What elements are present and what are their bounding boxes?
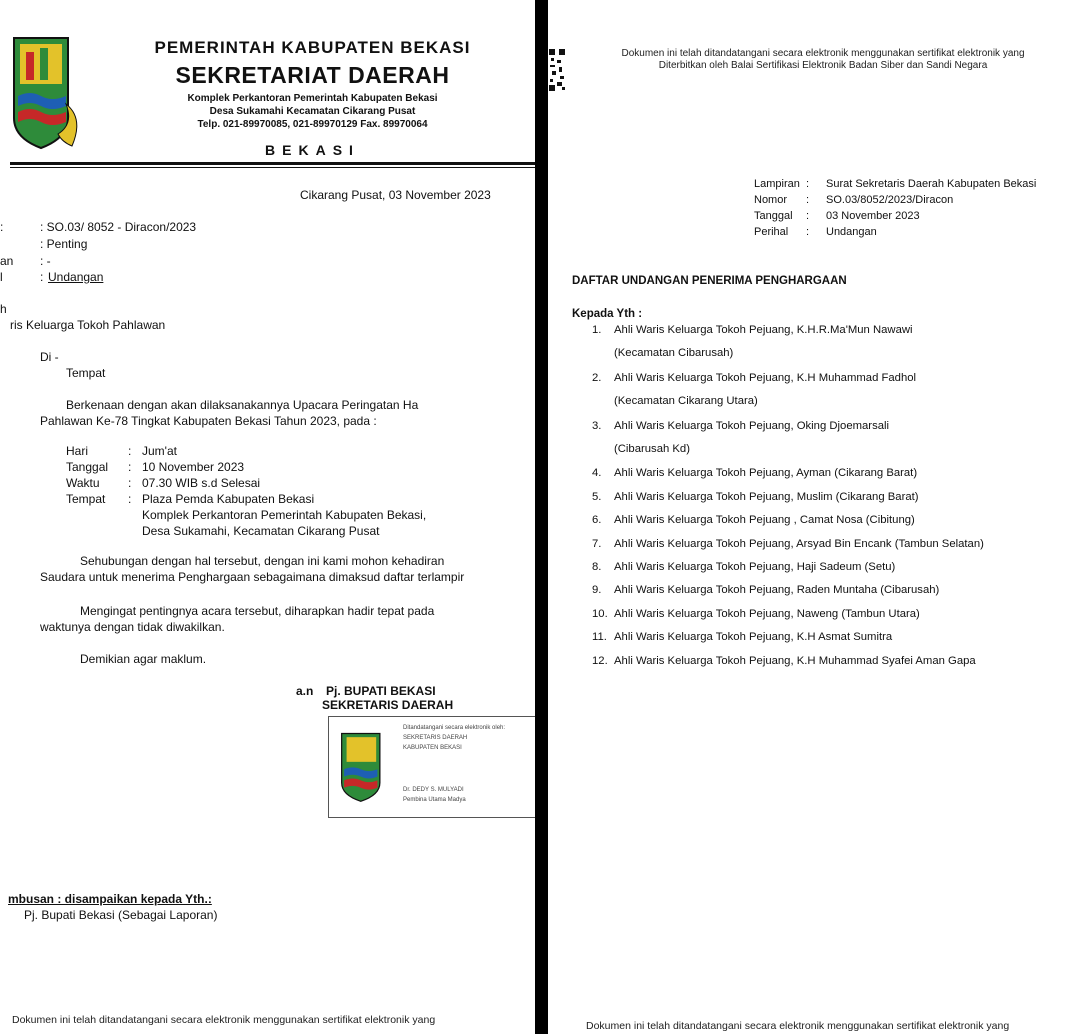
recipient-list-item-cont: (Kecamatan Cikarang Utara) xyxy=(614,395,758,407)
city-name: BEKASI xyxy=(265,142,360,158)
letterhead-rule xyxy=(10,162,535,165)
detail-row: Hari : Jum'at xyxy=(66,444,177,458)
ref-subject: Undangan xyxy=(48,270,104,284)
address-line: Komplek Perkantoran Pemerintah Kabupaten Bekasi xyxy=(187,93,438,104)
detail-value: Plaza Pemda Kabupaten Bekasi xyxy=(142,492,315,506)
list-title: DAFTAR UNDANGAN PENERIMA PENGHARGAAN xyxy=(572,275,847,287)
letterhead-address xyxy=(90,92,535,131)
meta-value: Surat Sekretaris Daerah Kabupaten Bekasi xyxy=(826,178,1037,190)
e-sign-footer: Dokumen ini telah ditandatangani secara elektronik menggunakan sertifikat elektronik yang xyxy=(12,1014,436,1026)
meta-key: Tanggal xyxy=(754,210,793,222)
body-paragraph-2-cont: Saudara untuk menerima Penghargaan sebagaimana dimaksud daftar terlampir xyxy=(40,570,465,584)
detail-place-cont: Komplek Perkantoran Pemerintah Kabupaten Bekasi, xyxy=(142,508,427,522)
recipient-list-item: 1. Ahli Waris Keluarga Tokoh Pejuang, K.H.R.Ma'Mun Nawawi xyxy=(592,324,913,336)
attachment-meta-row: Lampiran : Surat Sekretaris Daerah Kabupaten Bekasi xyxy=(754,178,1037,190)
detail-row: Waktu : 07.30 WIB s.d Selesai xyxy=(66,476,261,490)
detail-row: Tempat : Plaza Pemda Kabupaten Bekasi xyxy=(66,492,315,506)
ref-subject-colon: : xyxy=(40,270,44,284)
di-label: Di - xyxy=(40,350,59,364)
phone-line: Telp. 021-89970085, 021-89970129 Fax. 89970064 xyxy=(197,119,428,130)
qr-code-icon xyxy=(548,48,566,92)
detail-place-cont: Desa Sukamahi, Kecamatan Cikarang Pusat xyxy=(142,524,380,538)
seal-signer-rank: Pembina Utama Madya xyxy=(403,797,466,803)
detail-key: Waktu xyxy=(66,476,100,490)
cc-title: mbusan : disampaikan kepada Yth.: xyxy=(8,892,212,906)
ref-number: : SO.03/ 8052 - Diracon/2023 xyxy=(40,220,197,234)
secretariat-title: SEKRETARIAT DAERAH xyxy=(175,62,450,88)
recipient-list-item: 9. Ahli Waris Keluarga Tokoh Pejuang, Raden Muntaha (Cibarusah) xyxy=(592,584,940,596)
recipient-list-item: 2. Ahli Waris Keluarga Tokoh Pejuang, K.H Muhammad Fadhol xyxy=(592,372,917,384)
meta-key: Lampiran xyxy=(754,178,800,190)
e-sign-banner: Dokumen ini telah ditandatangani secara elektronik menggunakan sertifikat elektronik yang xyxy=(621,48,1025,59)
government-name: PEMERINTAH KABUPATEN BEKASI xyxy=(154,38,471,57)
detail-key: Tempat xyxy=(66,492,106,506)
letterhead-rule-thin xyxy=(10,167,535,168)
letter-date: Cikarang Pusat, 03 November 2023 xyxy=(300,188,491,202)
an-label: a.n xyxy=(296,684,314,698)
meta-value: 03 November 2023 xyxy=(826,210,920,222)
seal-signer-name: Dr. DEDY S. MULYADI xyxy=(403,787,464,793)
seal-text: KABUPATEN BEKASI xyxy=(403,745,462,751)
attachment-meta-row: Tanggal : 03 November 2023 xyxy=(754,210,920,222)
body-paragraph-1: Berkenaan dengan akan dilaksanakannya Upacara Peringatan Ha xyxy=(66,398,419,412)
attachment-page xyxy=(548,0,1068,1034)
detail-value: 07.30 WIB s.d Selesai xyxy=(142,476,261,490)
recipient-list-item: 7. Ahli Waris Keluarga Tokoh Pejuang, Arsyad Bin Encank (Tambun Selatan) xyxy=(592,538,984,550)
detail-value: Jum'at xyxy=(142,444,177,458)
signer-position: SEKRETARIS DAERAH xyxy=(322,698,454,712)
detail-row: Tanggal : 10 November 2023 xyxy=(66,460,245,474)
recipient-list-item-cont: (Cibarusah Kd) xyxy=(614,443,690,455)
meta-value: Undangan xyxy=(826,226,877,238)
recipient-prefix: h xyxy=(0,302,7,316)
body-paragraph-2: Sehubungan dengan hal tersebut, dengan ini kami mohon kehadiran xyxy=(80,554,445,568)
signer-title: Pj. BUPATI BEKASI xyxy=(326,684,436,698)
detail-key: Hari xyxy=(66,444,89,458)
body-paragraph-3-cont: waktunya dengan tidak diwakilkan. xyxy=(40,620,225,634)
ref-attachment-label: an xyxy=(0,254,14,268)
kabupaten-bekasi-emblem-icon xyxy=(339,731,385,805)
ref-nature: : Penting xyxy=(40,237,88,251)
e-sign-banner: Diterbitkan oleh Balai Sertifikasi Elektronik Badan Siber dan Sandi Negara xyxy=(658,60,988,71)
attachment-meta-row: Perihal : Undangan xyxy=(754,226,877,238)
recipient-list-item-cont: (Kecamatan Cibarusah) xyxy=(614,347,734,359)
recipient-list-item: 6. Ahli Waris Keluarga Tokoh Pejuang , Camat Nosa (Cibitung) xyxy=(592,514,915,526)
cc-item: Pj. Bupati Bekasi (Sebagai Laporan) xyxy=(24,908,218,922)
ref-attachment: : - xyxy=(40,254,51,268)
ref-subject-label: l xyxy=(0,270,3,284)
recipient-list-item: 5. Ahli Waris Keluarga Tokoh Pejuang, Muslim (Cikarang Barat) xyxy=(592,491,919,503)
meta-value: SO.03/8052/2023/Diracon xyxy=(826,194,954,206)
recipient-line: ris Keluarga Tokoh Pahlawan xyxy=(10,318,166,332)
address-line: Desa Sukamahi Kecamatan Cikarang Pusat xyxy=(209,106,416,117)
attachment-meta-row: Nomor : SO.03/8052/2023/Diracon xyxy=(754,194,954,206)
recipient-list-item: 4. Ahli Waris Keluarga Tokoh Pejuang, Ayman (Cikarang Barat) xyxy=(592,467,918,479)
recipient-list-item: 8. Ahli Waris Keluarga Tokoh Pejuang, Haji Sadeum (Setu) xyxy=(592,561,896,573)
kepada-label: Kepada Yth : xyxy=(572,308,643,320)
closing-line: Demikian agar maklum. xyxy=(80,652,207,666)
detail-value: 10 November 2023 xyxy=(142,460,245,474)
seal-text: SEKRETARIS DAERAH xyxy=(403,735,468,741)
ref-number-label: : xyxy=(0,220,4,234)
meta-key: Perihal xyxy=(754,226,789,238)
e-sign-footer: Dokumen ini telah ditandatangani secara elektronik menggunakan sertifikat elektronik yang xyxy=(586,1020,1010,1032)
recipient-list-item: 11. Ahli Waris Keluarga Tokoh Pejuang, K.H Asmat Sumitra xyxy=(592,631,893,643)
body-paragraph-1-cont: Pahlawan Ke-78 Tingkat Kabupaten Bekasi Tahun 2023, pada : xyxy=(40,414,377,428)
recipient-list-item: 3. Ahli Waris Keluarga Tokoh Pejuang, Oking Djoemarsali xyxy=(592,420,890,432)
meta-key: Nomor xyxy=(754,194,788,206)
kabupaten-bekasi-emblem-icon xyxy=(10,34,84,154)
seal-text: Ditandatangani secara elektronik oleh: xyxy=(403,725,506,731)
body-paragraph-3: Mengingat pentingnya acara tersebut, diharapkan hadir tepat pada xyxy=(80,604,435,618)
di-place: Tempat xyxy=(66,366,106,380)
detail-key: Tanggal xyxy=(66,460,109,474)
recipient-list-item: 10. Ahli Waris Keluarga Tokoh Pejuang, Naweng (Tambun Utara) xyxy=(592,608,920,620)
recipient-list-item: 12. Ahli Waris Keluarga Tokoh Pejuang, K.H Muhammad Syafei Aman Gapa xyxy=(592,655,976,667)
electronic-signature-box xyxy=(328,716,535,818)
